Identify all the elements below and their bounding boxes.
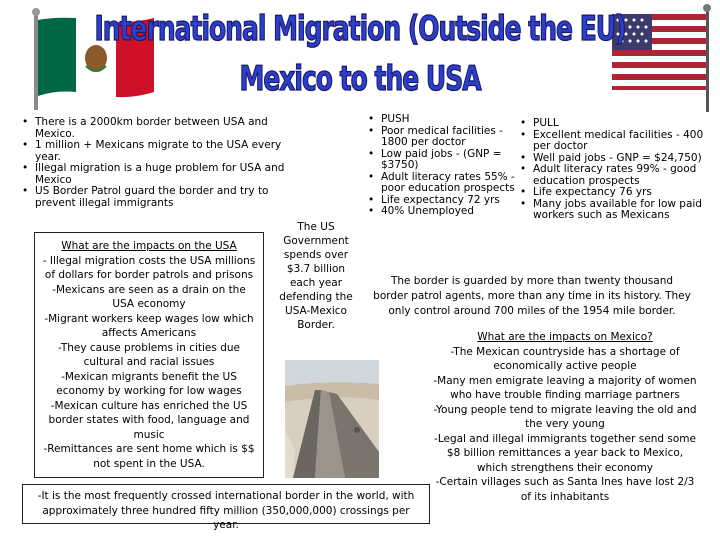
list-item: • Adult literacy rates 99% - good education prospects [520,164,705,187]
push-heading: • PUSH [368,114,518,126]
usa-impacts-body: - Illegal migration costs the USA millions of dollars for border patrols and prisons -Mexicans are seen as a drain on the USA economy -Migrant workers keep wages low which affects Americans -They cause problems in cities due cultural and racial issues -Mexican migrants benefit the US economy by working for low wages -Mexican culture has enriched the US border states with food, language and music -Remittances are sent home which is $$ not spent in the USA. [42,254,256,470]
mexico-impacts-body: -The Mexican countryside has a shortage of economically active people -Many men emigrate leaving a majority of women who have trouble finding marriage partners -Young people tend to migrate leaving the old and the very young -Legal and illegal immigrants together send some $8 billion remittances a year back to Mexico, which strengthens their economy -Certain villages such as Santa Ines have lost 2/3 of its inhabitants [433,345,697,503]
list-item: • Well paid jobs - GNP = $24,750) [520,153,705,165]
list-item: • US Border Patrol guard the border and try to prevent illegal immigrants [22,186,287,209]
list-item: • Illegal migration is a huge problem for USA and Mexico [22,163,287,186]
list-item: • Life expectancy 72 yrs [368,195,518,207]
pull-heading: • PULL [520,118,705,130]
list-item: • Low paid jobs - (GNP = $3750) [368,149,518,172]
border-guard-box [368,272,696,322]
mexico-impacts-block [430,330,700,504]
mexico-impacts-heading: What are the impacts on Mexico? [477,331,653,343]
page-subtitle: Mexico to the USA [239,58,481,99]
spending-text: The US Government spends over $3.7 billion each year defending the USA-Mexico Border. [279,221,353,331]
page-title: International Migration (Outside the EU) [94,8,626,49]
list-item: • 1 million + Mexicans migrate to the USA every year. [22,140,287,163]
pull-list [520,118,705,222]
list-item: • Adult literacy rates 55% - poor education prospects [368,172,518,195]
list-item: • Excellent medical facilities - 400 per doctor [520,130,705,153]
border-fence-photo [285,360,379,478]
crossings-text: -It is the most frequently crossed international border in the world, with approximately three hundred fifty million (350,000,000) crossings per year. [37,490,415,531]
border-guard-text: The border is guarded by more than twenty thousand border patrol agents, more than any time in its history. They only control around 700 miles of the 1954 mile border. [373,275,691,317]
crossings-box [22,484,430,531]
push-list [368,114,518,218]
list-item: • There is a 2000km border between USA and Mexico. [22,117,287,140]
list-item: • 40% Unemployed [368,206,518,218]
spending-box [272,216,360,356]
usa-impacts-box [34,232,264,478]
list-item: • Poor medical facilities - 1800 per doctor [368,126,518,149]
facts-list [22,117,287,209]
usa-impacts-heading: What are the impacts on the USA [61,240,237,252]
list-item: • Many jobs available for low paid workers such as Mexicans [520,199,705,222]
list-item: • Life expectancy 76 yrs [520,187,705,199]
